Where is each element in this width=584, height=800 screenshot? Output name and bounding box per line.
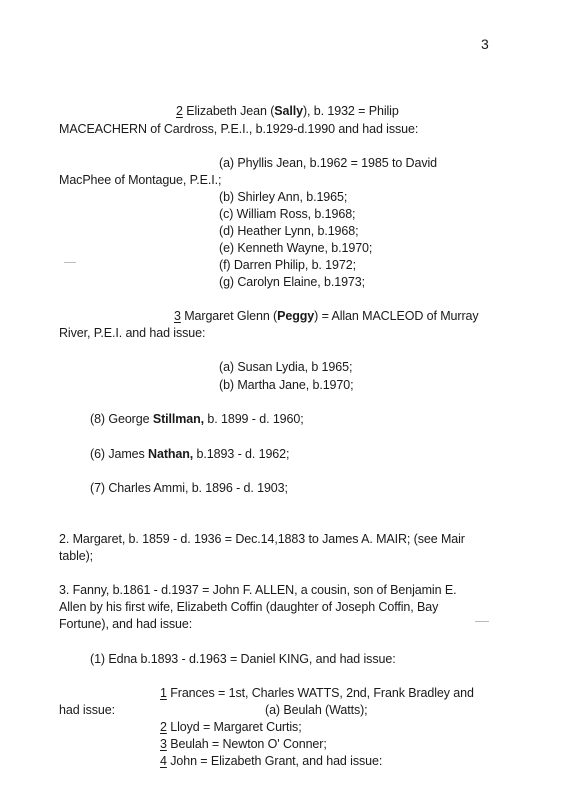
entry-number: 3 xyxy=(160,737,167,751)
grandchild-line xyxy=(160,736,327,752)
sally-entry-continuation: MACEACHERN of Cardross, P.E.I., b.1929-d.1990 and had issue: xyxy=(59,122,419,136)
scan-speck xyxy=(64,262,76,263)
child-line: (b) Shirley Ann, b.1965; xyxy=(219,190,348,204)
entry-number: 4 xyxy=(160,754,167,768)
margaret-entry-line: table); xyxy=(59,549,94,563)
entry-text: ) = Allan MACLEOD of Murray xyxy=(314,309,479,323)
nickname: Sally xyxy=(274,104,303,118)
child-line: (f) Darren Philip, b. 1972; xyxy=(219,258,356,272)
james-entry xyxy=(90,446,289,462)
grandchild-line xyxy=(160,719,302,735)
entry-text: (6) James xyxy=(90,447,149,461)
had-issue-label: had issue: xyxy=(59,703,115,717)
nickname: Peggy xyxy=(277,309,315,323)
child-line: (a) Phyllis Jean, b.1962 = 1985 to David xyxy=(219,156,438,170)
child-line: (b) Martha Jane, b.1970; xyxy=(219,378,354,392)
bold-name: Nathan, xyxy=(148,447,194,461)
entry-text: Beulah = Newton O' Conner; xyxy=(166,737,327,751)
entry-text: (8) George xyxy=(90,412,153,426)
fanny-entry-line: 3. Fanny, b.1861 - d.1937 = John F. ALLEN, a cousin, son of Benjamin E. xyxy=(59,583,457,597)
child-line: MacPhee of Montague, P.E.I.; xyxy=(59,173,222,187)
george-entry xyxy=(90,411,304,427)
entry-text: Lloyd = Margaret Curtis; xyxy=(166,720,302,734)
entry-text: b. 1899 - d. 1960; xyxy=(204,412,304,426)
entry-text: John = Elizabeth Grant, and had issue: xyxy=(166,754,383,768)
peggy-entry-continuation: River, P.E.I. and had issue: xyxy=(59,326,206,340)
child-line: (g) Carolyn Elaine, b.1973; xyxy=(219,275,365,289)
sally-entry-line xyxy=(176,103,399,119)
charles-entry: (7) Charles Ammi, b. 1896 - d. 1903; xyxy=(90,481,288,495)
entry-text: ), b. 1932 = Philip xyxy=(302,104,399,118)
grandchild-line xyxy=(160,753,382,769)
child-line: (d) Heather Lynn, b.1968; xyxy=(219,224,359,238)
edna-entry: (1) Edna b.1893 - d.1963 = Daniel KING, and had issue: xyxy=(90,652,396,666)
child-line: (c) William Ross, b.1968; xyxy=(219,207,356,221)
entry-text: Margaret Glenn ( xyxy=(180,309,278,323)
bold-name: Stillman, xyxy=(152,412,205,426)
child-line: (a) Susan Lydia, b 1965; xyxy=(219,360,353,374)
margaret-entry-line: 2. Margaret, b. 1859 - d. 1936 = Dec.14,1883 to James A. MAIR; (see Mair xyxy=(59,532,465,546)
scan-speck xyxy=(475,621,489,622)
child-line: (e) Kenneth Wayne, b.1970; xyxy=(219,241,373,255)
grandchild-line: (a) Beulah (Watts); xyxy=(265,703,368,717)
fanny-entry-line: Allen by his first wife, Elizabeth Coffin (daughter of Joseph Coffin, Bay xyxy=(59,600,439,614)
entry-text: Elizabeth Jean ( xyxy=(182,104,275,118)
peggy-entry-line xyxy=(174,308,479,324)
entry-number: 2 xyxy=(176,104,183,118)
entry-text: b.1893 - d. 1962; xyxy=(193,447,290,461)
fanny-entry-line: Fortune), and had issue: xyxy=(59,617,193,631)
entry-number: 3 xyxy=(174,309,181,323)
page-number: 3 xyxy=(481,36,489,52)
entry-number: 1 xyxy=(160,686,167,700)
grandchild-line xyxy=(160,685,474,701)
entry-text: Frances = 1st, Charles WATTS, 2nd, Frank Bradley and xyxy=(166,686,474,700)
entry-number: 2 xyxy=(160,720,167,734)
